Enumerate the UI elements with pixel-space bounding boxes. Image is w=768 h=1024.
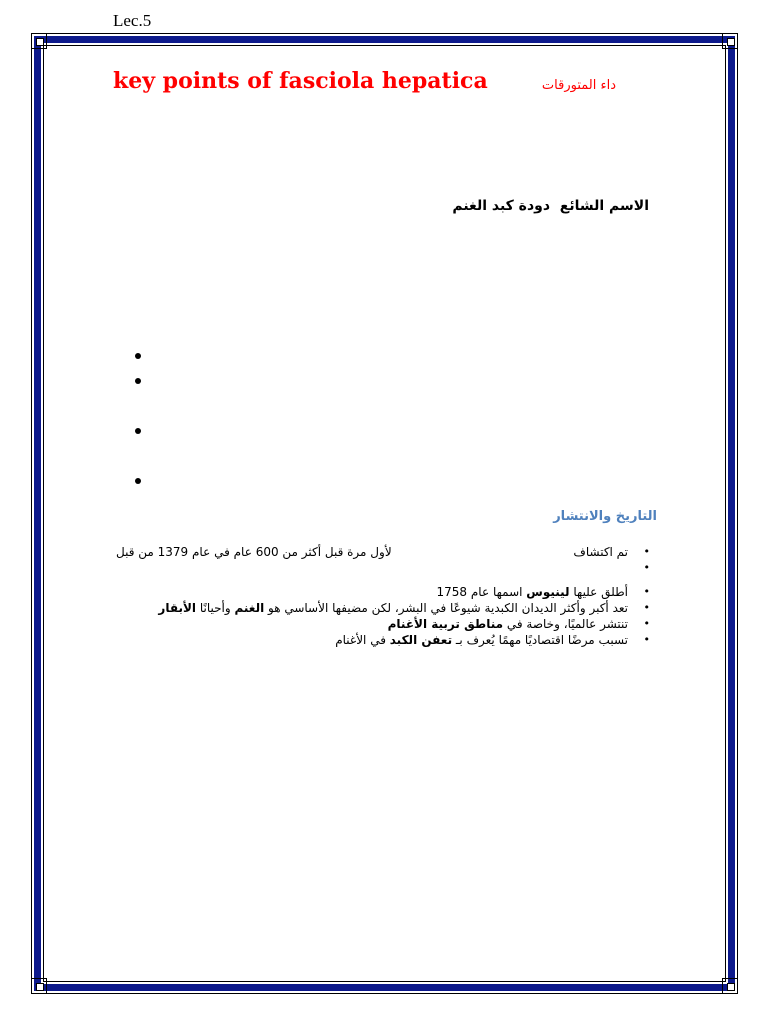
common-name-line: الاسم الشائع دودة كبد الغنم — [452, 198, 649, 214]
list-gap — [118, 560, 658, 584]
border-corner-bottom-right — [722, 978, 738, 994]
history-heading: التاريخ والانتشار — [553, 509, 657, 524]
empty-bullet — [135, 478, 141, 484]
list-item — [118, 616, 658, 632]
lecture-label: Lec.5 — [113, 11, 152, 30]
empty-bullet — [135, 378, 141, 384]
history-list — [118, 544, 658, 648]
list-item — [118, 600, 658, 616]
empty-bullet — [135, 353, 141, 359]
document-title-arabic: داء المتورقات — [541, 78, 616, 93]
border-corner-top-right — [722, 33, 738, 49]
border-corner-top-left — [31, 33, 47, 49]
list-item — [118, 544, 658, 560]
item3-text-mid: وأحيانًا — [196, 601, 235, 615]
item1-start: • تم اكتشاف — [573, 545, 628, 559]
item5-text: تسبب مرضًا اقتصاديًا مهمًا يُعرف بـ — [452, 633, 628, 647]
item2-text-end: اسمها عام 1758 — [436, 585, 527, 599]
border-corner-bottom-left — [31, 978, 47, 994]
item4-text: تنتشر عالميًا، وخاصة في — [503, 617, 628, 631]
item3-text: تعد أكبر وأكثر الديدان الكبدية شيوعًا في البشر، لكن مضيفها الأساسي هو — [264, 601, 628, 615]
item4-bold: مناطق تربية الأغنام — [387, 617, 504, 631]
item3-bold-2: الأبقار — [158, 601, 197, 615]
item2-bold: لينيوس — [526, 585, 570, 599]
item3-bold-1: الغنم — [234, 601, 265, 615]
list-item — [118, 632, 658, 648]
item5-text-end: في الأغنام — [335, 633, 390, 647]
document-title: key points of fasciola hepatica — [113, 68, 488, 94]
list-item — [118, 584, 658, 600]
item1-end: لأول مرة قبل أكثر من 600 عام في عام 1379 من قبل — [116, 545, 392, 559]
item5-bold: تعفن الكبد — [389, 633, 453, 647]
item2-text: أطلق عليها — [569, 585, 628, 599]
empty-bullet — [135, 428, 141, 434]
